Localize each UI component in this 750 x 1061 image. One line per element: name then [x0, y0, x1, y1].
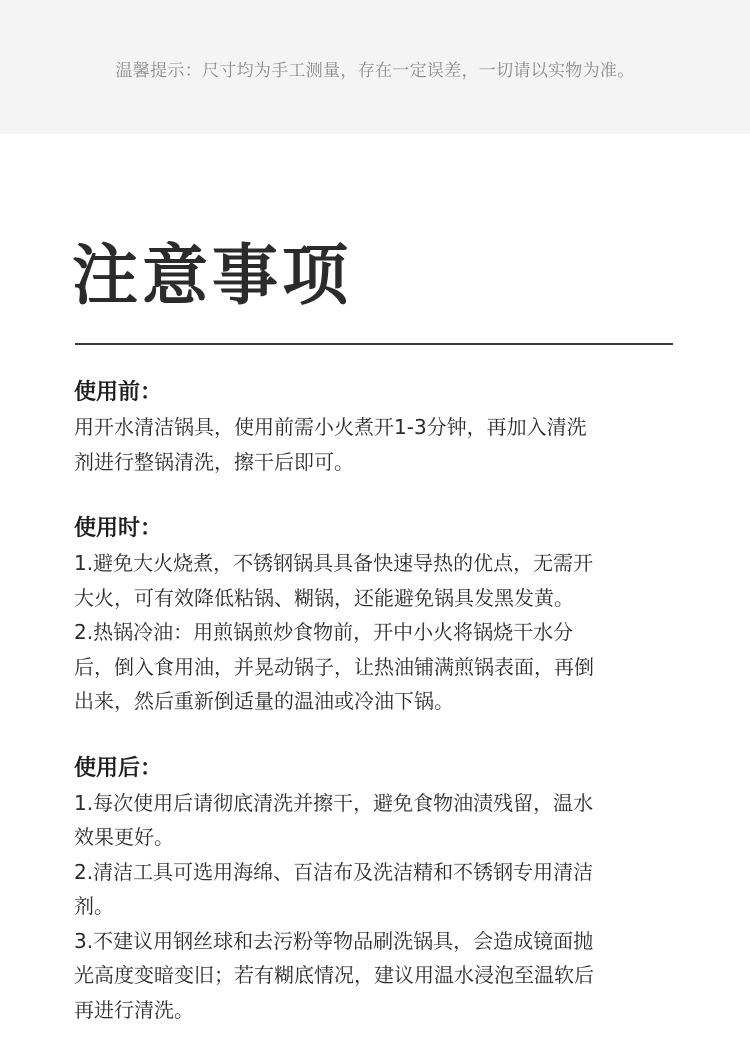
section-during-use [74, 512, 684, 719]
paragraph-line: 1.避免大火烧煮，不锈钢锅具具备快速导热的优点，无需开 [74, 551, 594, 575]
paragraph-line: 1.每次使用后请彻底清洗并擦干，避免食物油渍残留，温水 [74, 790, 594, 815]
section-heading-after-use: 使用后： [74, 755, 163, 781]
page-title: 注意事项 [72, 237, 352, 314]
paragraph-line: 剂。 [74, 894, 114, 918]
paragraph-line: 2.清洁工具可选用海绵、百洁布及洗洁精和不锈钢专用清洁 [74, 859, 594, 884]
section-heading-during-use: 使用时： [74, 516, 163, 541]
measurement-notice: 温馨提示：尺寸均为手工测量，存在一定误差，一切请以实物为准。 [115, 61, 635, 81]
section-heading-before-use: 使用前： [74, 380, 163, 405]
instructions-content [74, 376, 684, 1060]
section-after-use [74, 752, 684, 1028]
paragraph-line: 3.不建议用钢丝球和去污粉等物品刷洗锅具，会造成镜面抛 [74, 928, 594, 953]
paragraph-line: 用开水清洁锅具，使用前需小火煮开1-3分钟，再加入清洗 [74, 415, 587, 439]
paragraph-line: 效果更好。 [74, 825, 174, 849]
section-before-use [74, 376, 684, 479]
paragraph-line: 再进行清洗。 [74, 997, 194, 1022]
paragraph-line: 剂进行整锅清洗，擦干后即可。 [74, 449, 354, 474]
paragraph-line: 出来，然后重新倒适量的温油或冷油下锅。 [74, 689, 454, 713]
notice-band [0, 0, 750, 134]
paragraph-line: 大火，可有效降低粘锅、糊锅，还能避免锅具发黑发黄。 [74, 585, 574, 610]
title-divider [75, 343, 673, 345]
paragraph-line: 2.热锅冷油：用煎锅煎炒食物前，开中小火将锅烧干水分 [74, 620, 574, 644]
paragraph-line: 光高度变暗变旧；若有糊底情况，建议用温水浸泡至温软后 [74, 963, 594, 987]
paragraph-line: 后，倒入食用油，并晃动锅子，让热油铺满煎锅表面，再倒 [74, 654, 594, 679]
